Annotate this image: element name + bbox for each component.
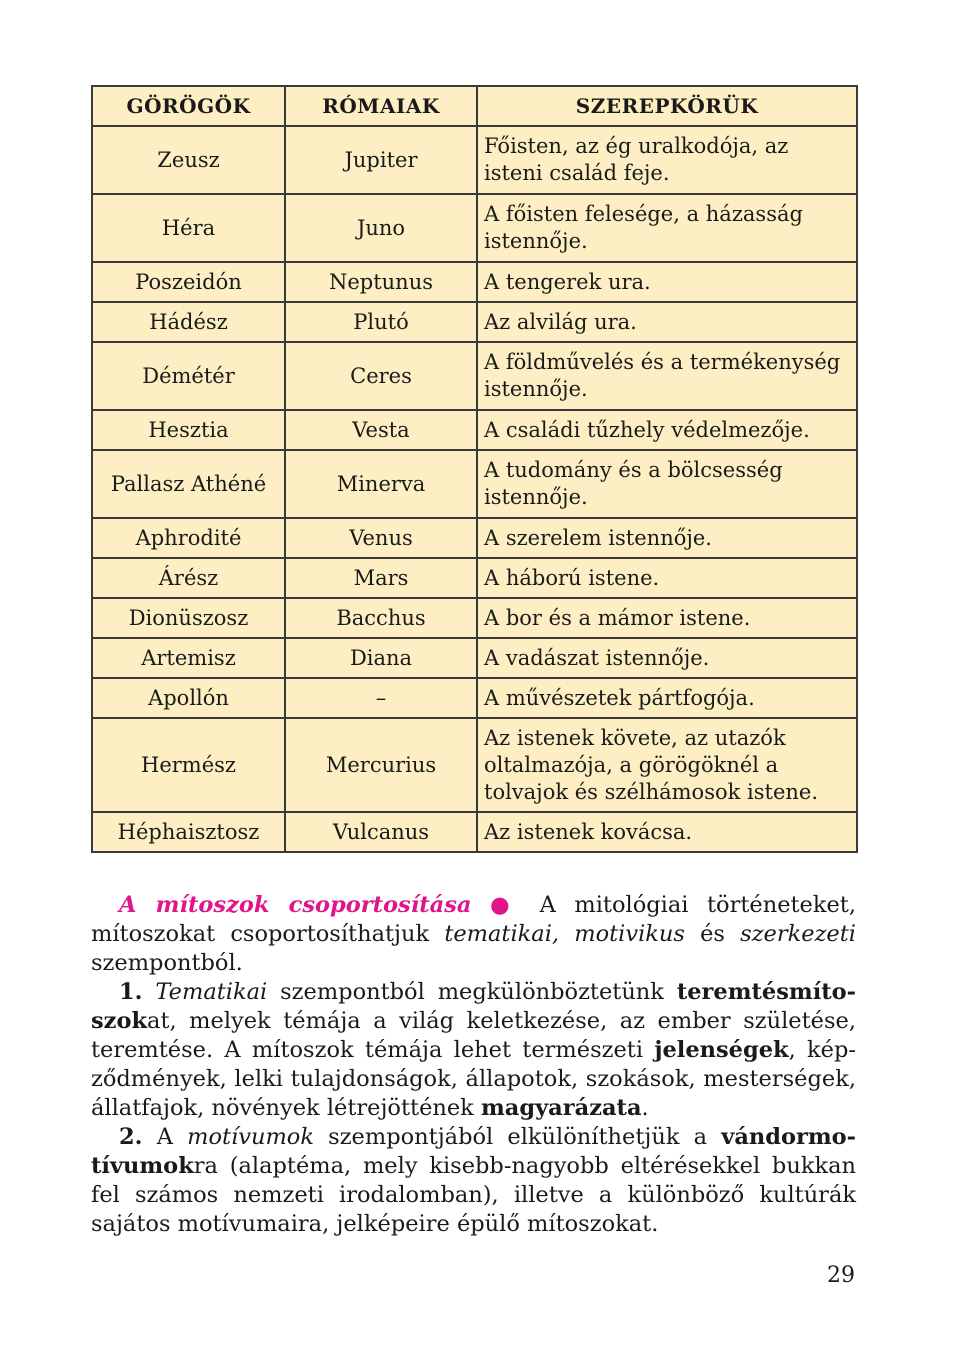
table-row bbox=[92, 302, 857, 342]
section-heading: A mítoszok csoportosítása bbox=[119, 892, 472, 918]
paragraph-2 bbox=[91, 1123, 856, 1239]
intro-emphasis-2: szerkezeti bbox=[740, 921, 856, 947]
role-cell: A családi tűzhely védelmezője. bbox=[477, 410, 857, 450]
roman-name-cell: – bbox=[285, 678, 477, 718]
paragraph-1-number: 1. bbox=[119, 979, 143, 1005]
page-number: 29 bbox=[827, 1263, 855, 1288]
intro-text-2: és bbox=[700, 921, 725, 947]
intro-paragraph bbox=[91, 891, 856, 978]
roman-name-cell: Mars bbox=[285, 558, 477, 598]
greek-name-cell: Hesztia bbox=[92, 410, 285, 450]
table-row bbox=[92, 812, 857, 852]
term-explanation: magyarázata bbox=[480, 1095, 642, 1121]
roman-name-cell: Venus bbox=[285, 518, 477, 558]
greek-name-cell: Poszeidón bbox=[92, 262, 285, 302]
roman-name-cell: Minerva bbox=[285, 450, 477, 518]
term-phenomena: jelenségek bbox=[654, 1037, 789, 1063]
role-cell: A művészetek pártfogója. bbox=[477, 678, 857, 718]
table-row bbox=[92, 678, 857, 718]
table-row bbox=[92, 342, 857, 410]
paragraph-1-emphasis: Tematikai bbox=[155, 979, 268, 1005]
greek-name-cell: Zeusz bbox=[92, 126, 285, 194]
roman-name-cell: Vulcanus bbox=[285, 812, 477, 852]
role-cell: A vadászat istennője. bbox=[477, 638, 857, 678]
table-row bbox=[92, 518, 857, 558]
roman-name-cell: Neptunus bbox=[285, 262, 477, 302]
paragraph-2-text-1: szempontjából elkülöníthetjük a bbox=[328, 1124, 708, 1150]
paragraph-2-number: 2. bbox=[119, 1124, 143, 1150]
table-row bbox=[92, 450, 857, 518]
table-row bbox=[92, 126, 857, 194]
roman-name-cell: Vesta bbox=[285, 410, 477, 450]
paragraph-1-text-2: at, melyek témája a világ keletkezése, az ember születése, teremtése. A mítoszok témája lehet természeti bbox=[91, 1008, 856, 1063]
table-body bbox=[92, 126, 857, 852]
table-row bbox=[92, 558, 857, 598]
table-row bbox=[92, 638, 857, 678]
header-romans: RÓMAIAK bbox=[285, 86, 477, 126]
term-creation-myths: teremtésmítoszok bbox=[91, 979, 857, 1034]
intro-text-1: A mitológiai történeteket, mítoszokat csoportosíthatjuk bbox=[91, 892, 857, 947]
paragraph-1-text-4: . bbox=[641, 1095, 649, 1121]
greek-name-cell: Dionüszosz bbox=[92, 598, 285, 638]
role-cell: A szerelem istennője. bbox=[477, 518, 857, 558]
greek-name-cell: Hádész bbox=[92, 302, 285, 342]
paragraph-1-text-1: szempontból megkülönböztetünk bbox=[280, 979, 664, 1005]
role-cell: Az istenek követe, az utazók oltalmazója, a görögöknél a tolvajok és szélhámosok istene. bbox=[477, 718, 857, 812]
role-cell: A tengerek ura. bbox=[477, 262, 857, 302]
paragraph-2-emphasis: motívumok bbox=[187, 1124, 314, 1150]
greek-name-cell: Pallasz Athéné bbox=[92, 450, 285, 518]
greek-name-cell: Apollón bbox=[92, 678, 285, 718]
roman-name-cell: Mercurius bbox=[285, 718, 477, 812]
bullet-icon: ● bbox=[490, 892, 522, 918]
table-row bbox=[92, 598, 857, 638]
roman-name-cell: Ceres bbox=[285, 342, 477, 410]
header-roles: SZEREPKÖRÜK bbox=[477, 86, 857, 126]
role-cell: A főisten felesége, a házasság istennője. bbox=[477, 194, 857, 262]
paragraph-1 bbox=[91, 978, 856, 1123]
intro-text-3: szempontból. bbox=[91, 950, 243, 976]
term-wandering-motifs: vándormotívumok bbox=[91, 1124, 857, 1179]
table-row bbox=[92, 410, 857, 450]
paragraph-1-text-3: , képződmények, lelki tulajdonságok, állapotok, szokások, mesterségek, állatfajok, növények létrejöttének bbox=[91, 1037, 856, 1121]
greek-name-cell: Aphrodité bbox=[92, 518, 285, 558]
roman-name-cell: Juno bbox=[285, 194, 477, 262]
role-cell: Az alvilág ura. bbox=[477, 302, 857, 342]
roman-name-cell: Plutó bbox=[285, 302, 477, 342]
greek-name-cell: Hermész bbox=[92, 718, 285, 812]
paragraph-2-text-2: ra (alaptéma, mely kisebb-nagyobb eltérésekkel bukkan fel számos nemzeti irodalomban), illetve a különböző kultúrák sajátos motívumaira, jelképeire épülő mítoszokat. bbox=[91, 1153, 856, 1237]
role-cell: Az istenek kovácsa. bbox=[477, 812, 857, 852]
table-row bbox=[92, 718, 857, 812]
role-cell: A földművelés és a termékenység istennője. bbox=[477, 342, 857, 410]
role-cell: A tudomány és a bölcsesség istennője. bbox=[477, 450, 857, 518]
header-greeks: GÖRÖGÖK bbox=[92, 86, 285, 126]
role-cell: Főisten, az ég uralkodója, az isteni család feje. bbox=[477, 126, 857, 194]
greek-name-cell: Héphaisztosz bbox=[92, 812, 285, 852]
greek-name-cell: Artemisz bbox=[92, 638, 285, 678]
roman-name-cell: Diana bbox=[285, 638, 477, 678]
greek-name-cell: Héra bbox=[92, 194, 285, 262]
greek-name-cell: Árész bbox=[92, 558, 285, 598]
role-cell: A bor és a mámor istene. bbox=[477, 598, 857, 638]
gods-table bbox=[91, 85, 858, 853]
paragraph-2-text-0: A bbox=[156, 1124, 173, 1150]
roman-name-cell: Jupiter bbox=[285, 126, 477, 194]
table-header-row bbox=[92, 86, 857, 126]
table-row bbox=[92, 194, 857, 262]
intro-emphasis: tematikai, motivikus bbox=[444, 921, 685, 947]
body-text bbox=[91, 891, 856, 1239]
role-cell: A háború istene. bbox=[477, 558, 857, 598]
greek-name-cell: Démétér bbox=[92, 342, 285, 410]
roman-name-cell: Bacchus bbox=[285, 598, 477, 638]
table-row bbox=[92, 262, 857, 302]
